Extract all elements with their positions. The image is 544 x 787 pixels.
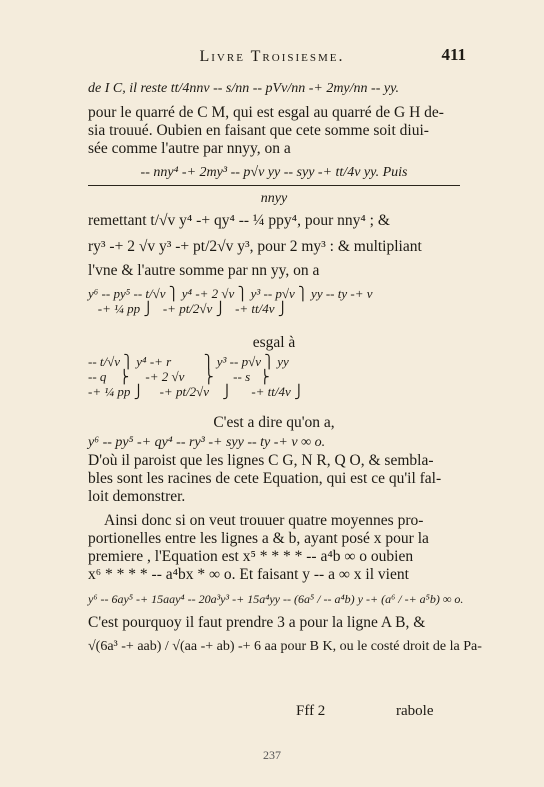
equation-row: -- t/√v ⎫ y⁴ -+ r ⎫ y³ -- p√v ⎫ yy bbox=[88, 354, 289, 369]
text-line: bles sont les racines de cete Equation, qui est ce qu'il fal- bbox=[88, 470, 442, 487]
text-line: de I C, il reste tt/4nnv -- s/nn -- pVv/nn -+ 2my/nn -- yy. bbox=[88, 81, 400, 96]
text-line: pour le quarré de C M, qui est esgal au quarré de G H de- bbox=[88, 104, 444, 121]
equation-row: -- q ⎬ -+ 2 √v ⎬ -- s ⎬ bbox=[88, 369, 270, 384]
text-line: esgal à bbox=[252, 334, 296, 351]
equation-numerator: -- nny⁴ -+ 2my³ -- p√v yy -- syy -+ tt/4v yy. Puis bbox=[140, 165, 408, 180]
page-header bbox=[0, 45, 544, 70]
text-line: C'est pourquoy il faut prendre 3 a pour la ligne A B, & bbox=[88, 614, 426, 631]
running-title: Livre Troisiesme. bbox=[199, 48, 345, 65]
signature-mark: Fff 2 bbox=[296, 703, 326, 719]
fraction-rule bbox=[88, 185, 460, 186]
equation-system-one bbox=[88, 286, 460, 316]
text-line: remettant t/√v y⁴ -+ qy⁴ -- ¼ ppy⁴, pour nny⁴ ; & bbox=[88, 212, 390, 229]
text-line: Ainsi donc si on veut trouuer quatre moyennes pro- bbox=[104, 512, 424, 529]
text-line: sia trouué. Oubien en faisant que cete somme soit diui- bbox=[88, 122, 429, 139]
text-line: x⁶ * * * * -- a⁴bx * ∞ o. Et faisant y -- a ∞ x il vient bbox=[88, 566, 409, 583]
text-line: sée comme l'autre par nnyy, on a bbox=[88, 140, 291, 157]
equation-row: -+ ¼ pp ⎭ -+ pt/2√v ⎭ -+ tt/4v ⎭ bbox=[88, 301, 288, 316]
text-line: ry³ -+ 2 √v y³ -+ pt/2√v y³, pour 2 my³ : & multipliant bbox=[88, 238, 422, 255]
page-number: 237 bbox=[263, 748, 281, 762]
equation-row: y⁶ -- py⁵ -- t/√v ⎫ y⁴ -+ 2 √v ⎫ y³ -- p√v ⎫ yy -- ty -+ v bbox=[88, 286, 373, 301]
equation-system-two bbox=[88, 354, 460, 399]
text-line: √(6a³ -+ aab) / √(aa -+ ab) -+ 6 aa pour B K, ou le costé droit de la Pa- bbox=[88, 639, 482, 654]
folio-number: 411 bbox=[441, 45, 466, 64]
equation-line: y⁶ -- 6ay⁵ -+ 15aay⁴ -- 20a³y³ -+ 15a⁴yy -- (6a⁵ / -- a⁴b) y -+ (a⁶ / -+ a⁵b) ∞ o. bbox=[88, 592, 464, 606]
catchword: rabole bbox=[396, 703, 434, 719]
equation-line: y⁶ -- py⁵ -+ qy⁴ -- ry³ -+ syy -- ty -+ v ∞ o. bbox=[88, 435, 326, 450]
text-line: D'où il paroist que les lignes C G, N R, Q O, & sembla- bbox=[88, 452, 434, 469]
equation-row: -+ ¼ pp ⎭ -+ pt/2√v ⎭ -+ tt/4v ⎭ bbox=[88, 384, 304, 399]
text-line: C'est a dire qu'on a, bbox=[213, 414, 335, 431]
text-line: premiere , l'Equation est x⁵ * * * * -- a⁴b ∞ o oubien bbox=[88, 548, 414, 565]
equation-denominator: nnyy bbox=[260, 191, 288, 206]
text-line: loit demonstrer. bbox=[88, 488, 186, 505]
text-line: l'vne & l'autre somme par nn yy, on a bbox=[88, 262, 320, 279]
text-line: portionelles entre les lignes a & b, ayant posé x pour la bbox=[88, 530, 429, 547]
